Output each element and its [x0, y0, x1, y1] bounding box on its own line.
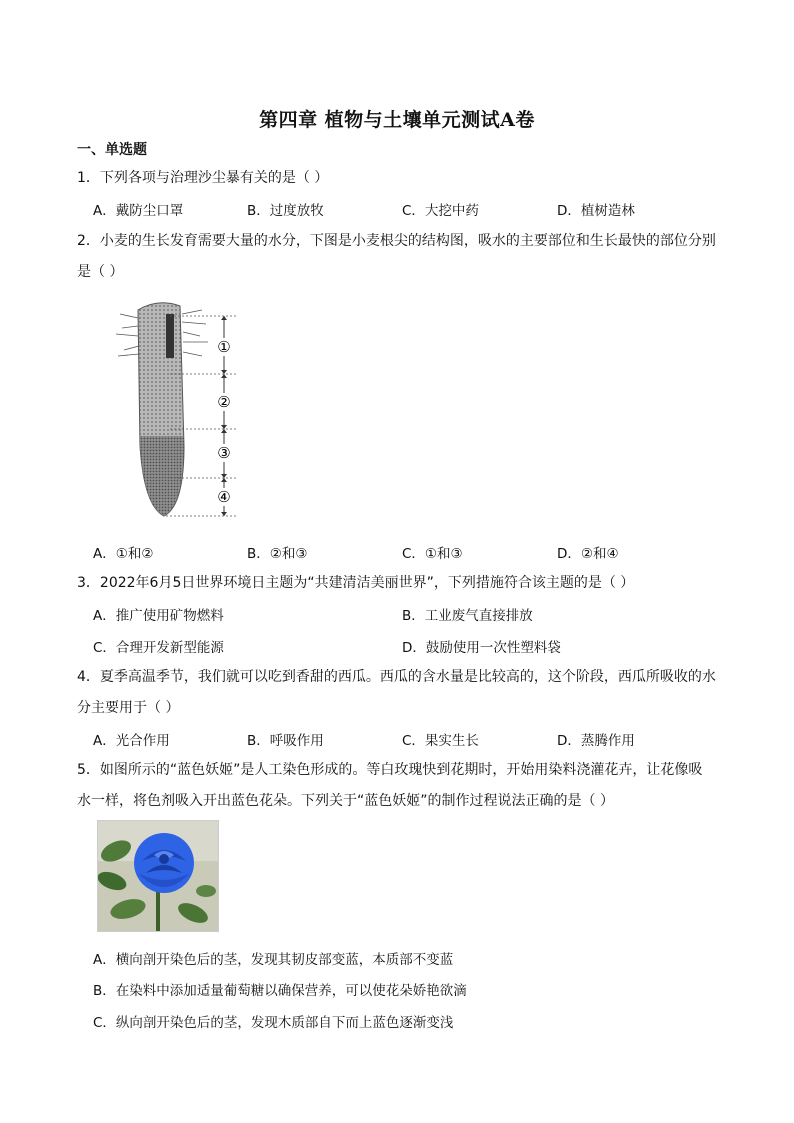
q5-option-a: A．横向剖开染色后的茎，发现其韧皮部变蓝，本质部不变蓝: [93, 952, 454, 968]
root-cap-region: [140, 436, 184, 516]
q3-option-c: C．合理开发新型能源: [93, 640, 224, 656]
q5-option-b: B．在染料中添加适量葡萄糖以确保营养，可以使花朵娇艳欲滴: [93, 983, 467, 999]
q2-option-a: A．①和②: [93, 546, 154, 562]
q3-option-b: B．工业废气直接排放: [402, 608, 533, 624]
q1-option-c: C．大挖中药: [402, 203, 479, 219]
blue-rose-illustration: [98, 821, 218, 931]
question-5-stem-line-2: 水一样，将色剂吸入开出蓝色花朵。下列关于“蓝色妖姬”的制作过程说法正确的是（ ）: [77, 793, 614, 809]
zone-label-3: ③: [217, 444, 231, 462]
zone-label-1: ①: [217, 338, 231, 356]
zone-label-2: ②: [217, 393, 231, 411]
q3-option-a: A．推广使用矿物燃料: [93, 608, 224, 624]
q3-option-d: D．鼓励使用一次性塑料袋: [402, 640, 561, 656]
blue-rose-photo: [97, 820, 219, 932]
question-5-stem-line-1: 5．如图所示的“蓝色妖姬”是人工染色形成的。等白玫瑰快到花期时，开始用染料浇灌花卉，让花像吸: [77, 762, 703, 778]
q2-option-d: D．②和④: [557, 546, 619, 562]
q2-option-c: C．①和③: [402, 546, 463, 562]
page-title: 第四章 植物与土壤单元测试A卷: [259, 109, 535, 131]
question-2-stem-line-1: 2．小麦的生长发育需要大量的水分，下图是小麦根尖的结构图，吸水的主要部位和生长最快的部位分别: [77, 233, 716, 249]
q4-option-c: C．果实生长: [402, 733, 479, 749]
section-heading: 一、单选题: [77, 142, 147, 158]
question-4-stem-line-1: 4．夏季高温季节，我们就可以吃到香甜的西瓜。西瓜的含水量是比较高的，这个阶段，西瓜所吸收的水: [77, 669, 716, 685]
q1-option-d: D．植树造林: [557, 203, 635, 219]
q4-option-d: D．蒸腾作用: [557, 733, 635, 749]
q1-option-a: A．戴防尘口罩: [93, 203, 184, 219]
question-2-stem-line-2: 是（ ）: [77, 264, 124, 280]
vascular-core: [166, 314, 174, 358]
q2-option-b: B．②和③: [247, 546, 308, 562]
question-4-stem-line-2: 分主要用于（ ）: [77, 700, 180, 716]
question-1-stem: 1．下列各项与治理沙尘暴有关的是（ ）: [77, 170, 329, 186]
root-tip-diagram: [110, 296, 250, 522]
zone-label-4: ④: [217, 488, 231, 506]
q5-option-c: C．纵向剖开染色后的茎，发现木质部自下而上蓝色逐渐变浅: [93, 1015, 454, 1031]
q4-option-b: B．呼吸作用: [247, 733, 324, 749]
question-3-stem: 3．2022年6月5日世界环境日主题为“共建清洁美丽世界”，下列措施符合该主题的是（ ）: [77, 575, 635, 591]
q1-option-b: B．过度放牧: [247, 203, 324, 219]
q4-option-a: A．光合作用: [93, 733, 170, 749]
